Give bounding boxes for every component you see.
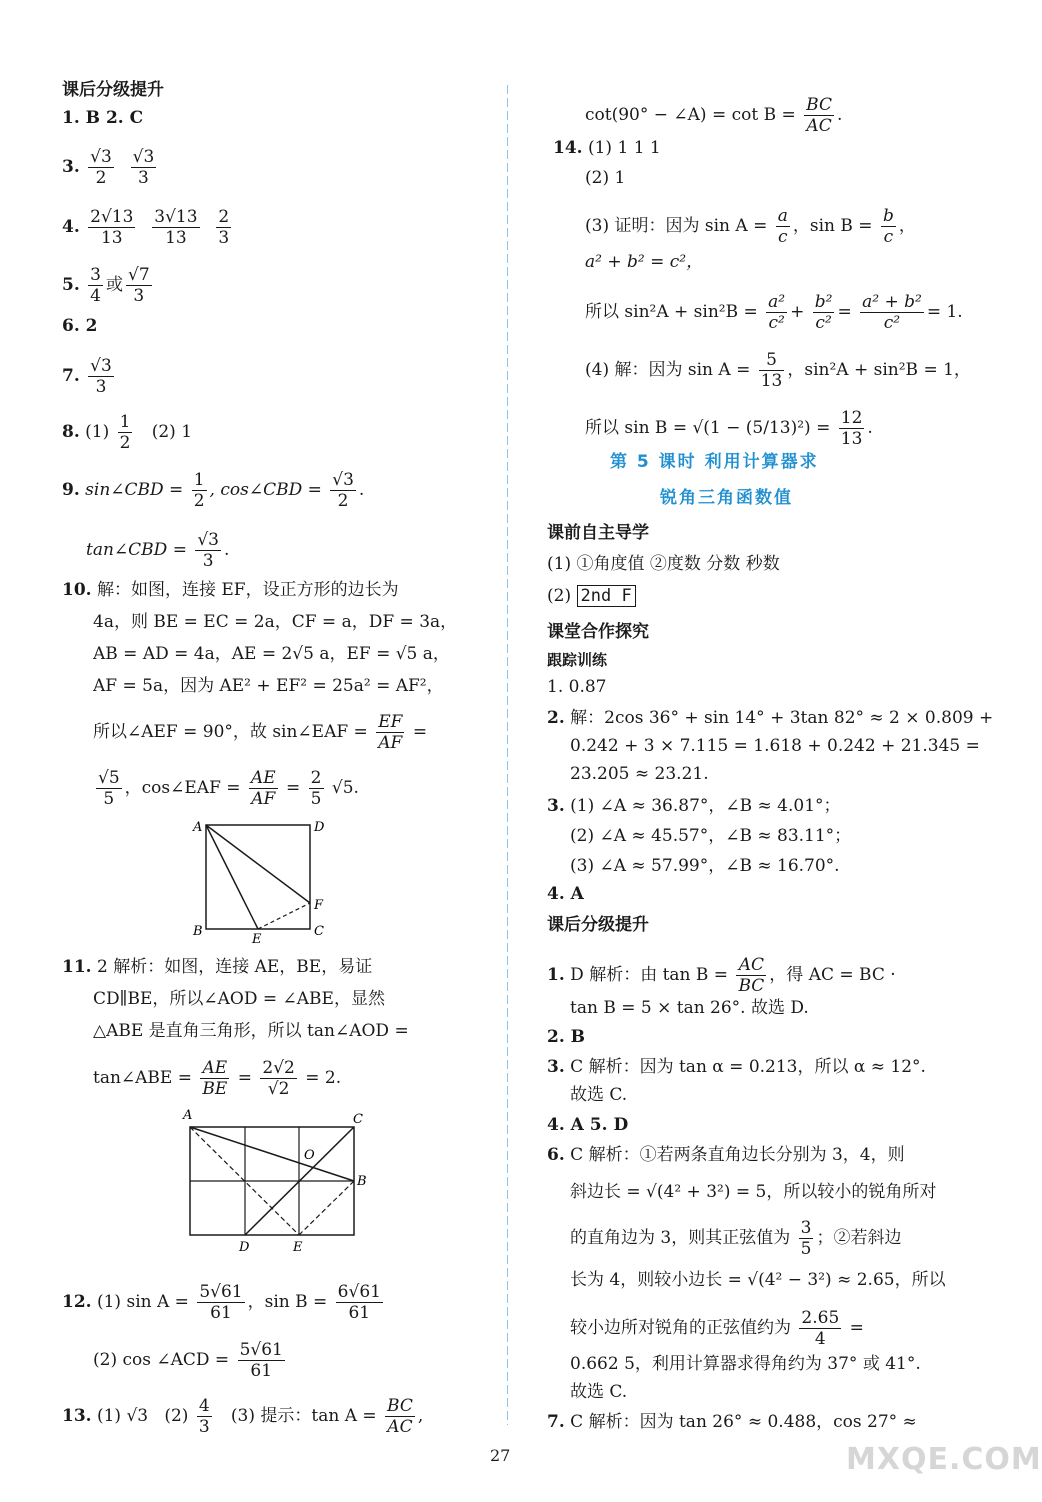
- track-answer-4: 4. A: [547, 884, 584, 904]
- pre-class-heading: 课前自主导学: [547, 523, 649, 543]
- post-answer-6-line1: 6. C 解析：①若两条直角边长分别为 3，4，则: [547, 1145, 905, 1165]
- post-answer-4-5: 4. A 5. D: [547, 1115, 629, 1135]
- post-answer-1-line2: tan B = 5 × tan 26°. 故选 D.: [570, 998, 809, 1018]
- track-answer-1: 1. 0.87: [547, 677, 607, 697]
- answer-12-line2: (2) cos ∠ACD = $\frac{5√61}{61}$: [93, 1340, 283, 1381]
- class-heading: 课堂合作探究: [547, 622, 649, 642]
- answer-11-line4: tan∠ABE = $\frac{AE}{BE}$ = $\frac{2√2}{√2}$ = 2.: [93, 1058, 342, 1099]
- figure-grid-aod: [175, 1103, 375, 1253]
- label-c: C: [314, 924, 324, 939]
- answer-7: 7. $\frac{√3}{3}$: [62, 356, 112, 397]
- post-answer-1-line1: 1. D 解析：由 tan B = $\frac{AC}{BC}$ ，得 AC = BC ·: [547, 955, 896, 996]
- answer-10-line6: $\frac{√5}{5}$ ，cos∠EAF = $\frac{AE}{AF}$ = $\frac{2}{5}$ √5.: [98, 768, 359, 809]
- post-answer-6-line2: 斜边长 = √(4² + 3²) = 5，所以较小的锐角所对: [570, 1182, 937, 1202]
- answer-8: 8. (1) $\frac{1}{2}$ (2) 1: [62, 412, 193, 453]
- post-answer-3-line1: 3. C 解析：因为 tan α = 0.213，所以 α ≈ 12°.: [547, 1057, 926, 1077]
- post-answer-7-line1: 7. C 解析：因为 tan 26° ≈ 0.488，cos 27° ≈: [547, 1412, 917, 1432]
- label-b: B: [357, 1174, 367, 1189]
- answer-4: 4. $\frac{2√13}{13}$ $\frac{3√13}{13}$ $\frac{2}{3}$: [62, 207, 230, 248]
- label-a: A: [193, 820, 203, 835]
- track-answer-3-line2: (2) ∠A ≈ 45.57°，∠B ≈ 83.11°；: [570, 826, 852, 846]
- answer-11-line3: △ABE 是直角三角形，所以 tan∠AOD =: [93, 1021, 409, 1041]
- label-d: D: [239, 1240, 250, 1255]
- post-class-heading: 课后分级提升: [547, 915, 649, 935]
- answer-10-line3: AB = AD = 4a，AE = 2√5 a，EF = √5 a，: [93, 644, 450, 664]
- lesson-title-line2: 锐角三角函数值: [660, 488, 793, 508]
- label-f: F: [314, 898, 324, 913]
- answer-3: 3. $\frac{√3}{2}$ $\frac{√3}{3}$: [62, 147, 155, 188]
- answer-11-line1: 11. 2 解析：如图，连接 AE，BE，易证: [62, 957, 373, 977]
- post-answer-6-line3: 的直角边为 3，则其正弦值为 $\frac{3}{5}$ ；②若斜边: [570, 1218, 902, 1259]
- figure-square-aef: [188, 815, 338, 945]
- post-answer-6-line5: 较小边所对锐角的正弦值约为 $\frac{2.65}{4}$ =: [570, 1308, 864, 1349]
- answer-13-continued: cot(90° − ∠A) = cot B = $\frac{BC}{AC}$ .: [585, 95, 843, 136]
- label-o: O: [304, 1148, 315, 1163]
- pre-class-answer-2: (2) 2nd F: [547, 584, 636, 608]
- label-e: E: [293, 1240, 303, 1255]
- answer-14-line4: a² + b² = c²，: [585, 252, 704, 272]
- section-heading: 课后分级提升: [62, 80, 164, 100]
- calculator-key: 2nd F: [577, 585, 636, 607]
- answer-6: 6. 2: [62, 316, 98, 336]
- answer-10-line5: 所以∠AEF = 90°，故 sin∠EAF = $\frac{EF}{AF}$ =: [93, 712, 428, 753]
- column-divider: [507, 85, 508, 1425]
- answer-14-line3: (3) 证明：因为 sin A = $\frac{a}{c}$ ，sin B = $\frac{b}{c}$ ，: [585, 206, 916, 247]
- post-answer-6-line4: 长为 4，则较小边长 = √(4² − 3²) ≈ 2.65，所以: [570, 1270, 946, 1290]
- answer-9: 9. sin∠CBD = $\frac{1}{2}$ , cos∠CBD = $\frac{√3}{2}$ .: [62, 470, 365, 511]
- track-answer-3-line3: (3) ∠A ≈ 57.99°，∠B ≈ 16.70°.: [570, 856, 840, 876]
- post-answer-3-line2: 故选 C.: [570, 1085, 628, 1105]
- answer-14-line6: (4) 解：因为 sin A = $\frac{5}{13}$ ，sin²A + sin²B = 1，: [585, 350, 971, 391]
- track-answer-2-line3: 23.205 ≈ 23.21.: [570, 764, 709, 784]
- answer-5: 5. $\frac{3}{4}$ 或 $\frac{√7}{3}$: [62, 265, 150, 306]
- lesson-title-line1: 第 5 课时 利用计算器求: [610, 452, 819, 472]
- track-answer-2-line2: 0.242 + 3 × 7.115 = 1.618 + 0.242 + 21.345 =: [570, 736, 980, 756]
- answer-14-line7: 所以 sin B = √(1 − (5/13)²) = $\frac{12}{13}$ .: [585, 408, 873, 449]
- track-answer-3-line1: 3. (1) ∠A ≈ 36.87°，∠B ≈ 4.01°；: [547, 796, 841, 816]
- label-b: B: [193, 924, 203, 939]
- answer-10-line1: 10. 解：如图，连接 EF，设正方形的边长为: [62, 580, 399, 600]
- post-answer-6-line7: 故选 C.: [570, 1382, 628, 1402]
- answer-14-line5: 所以 sin²A + sin²B = $\frac{\text{a²}}{\text{c²}}$ + $\frac{\text{b²}}{\text{c²}}$ = $\frac{\text{a² + b²}}{\text{c²}}$ = 1.: [585, 292, 963, 333]
- answer-14-line1: 14. (1) 1 1 1: [553, 138, 661, 158]
- track-answer-2-line1: 2. 解：2cos 36° + sin 14° + 3tan 82° ≈ 2 × 0.809 +: [547, 708, 994, 728]
- answer-1-2: 1. B 2. C: [62, 108, 144, 128]
- post-answer-2: 2. B: [547, 1027, 586, 1047]
- pre-class-answer-1: (1) ①角度值 ②度数 分数 秒数: [547, 554, 780, 574]
- label-c: C: [353, 1112, 363, 1127]
- answer-11-line2: CD∥BE，所以∠AOD = ∠ABE，显然: [93, 989, 385, 1009]
- page-number: 27: [490, 1446, 511, 1465]
- label-e: E: [252, 932, 262, 947]
- answer-12-line1: 12. (1) sin A = $\frac{5√61}{61}$ ，sin B = $\frac{6√61}{61}$: [62, 1282, 381, 1323]
- answer-9-tan: tan∠CBD = $\frac{√3}{3}$ .: [86, 530, 230, 571]
- label-a: A: [183, 1108, 193, 1123]
- watermark: MXQE.COM: [846, 1442, 1042, 1477]
- label-d: D: [314, 820, 325, 835]
- track-heading: 跟踪训练: [547, 651, 608, 669]
- answer-10-line2: 4a，则 BE = EC = 2a，CF = a，DF = 3a，: [93, 612, 458, 632]
- answer-13: 13. (1) √3 (2) $\frac{4}{3}$ (3) 提示：tan A = $\frac{BC}{AC}$ ,: [62, 1396, 424, 1437]
- post-answer-6-line6: 0.662 5，利用计算器求得角约为 37° 或 41°.: [570, 1354, 921, 1374]
- answer-10-line4: AF = 5a，因为 AE² + EF² = 25a² = AF²，: [93, 676, 444, 696]
- answer-14-line2: (2) 1: [585, 168, 626, 188]
